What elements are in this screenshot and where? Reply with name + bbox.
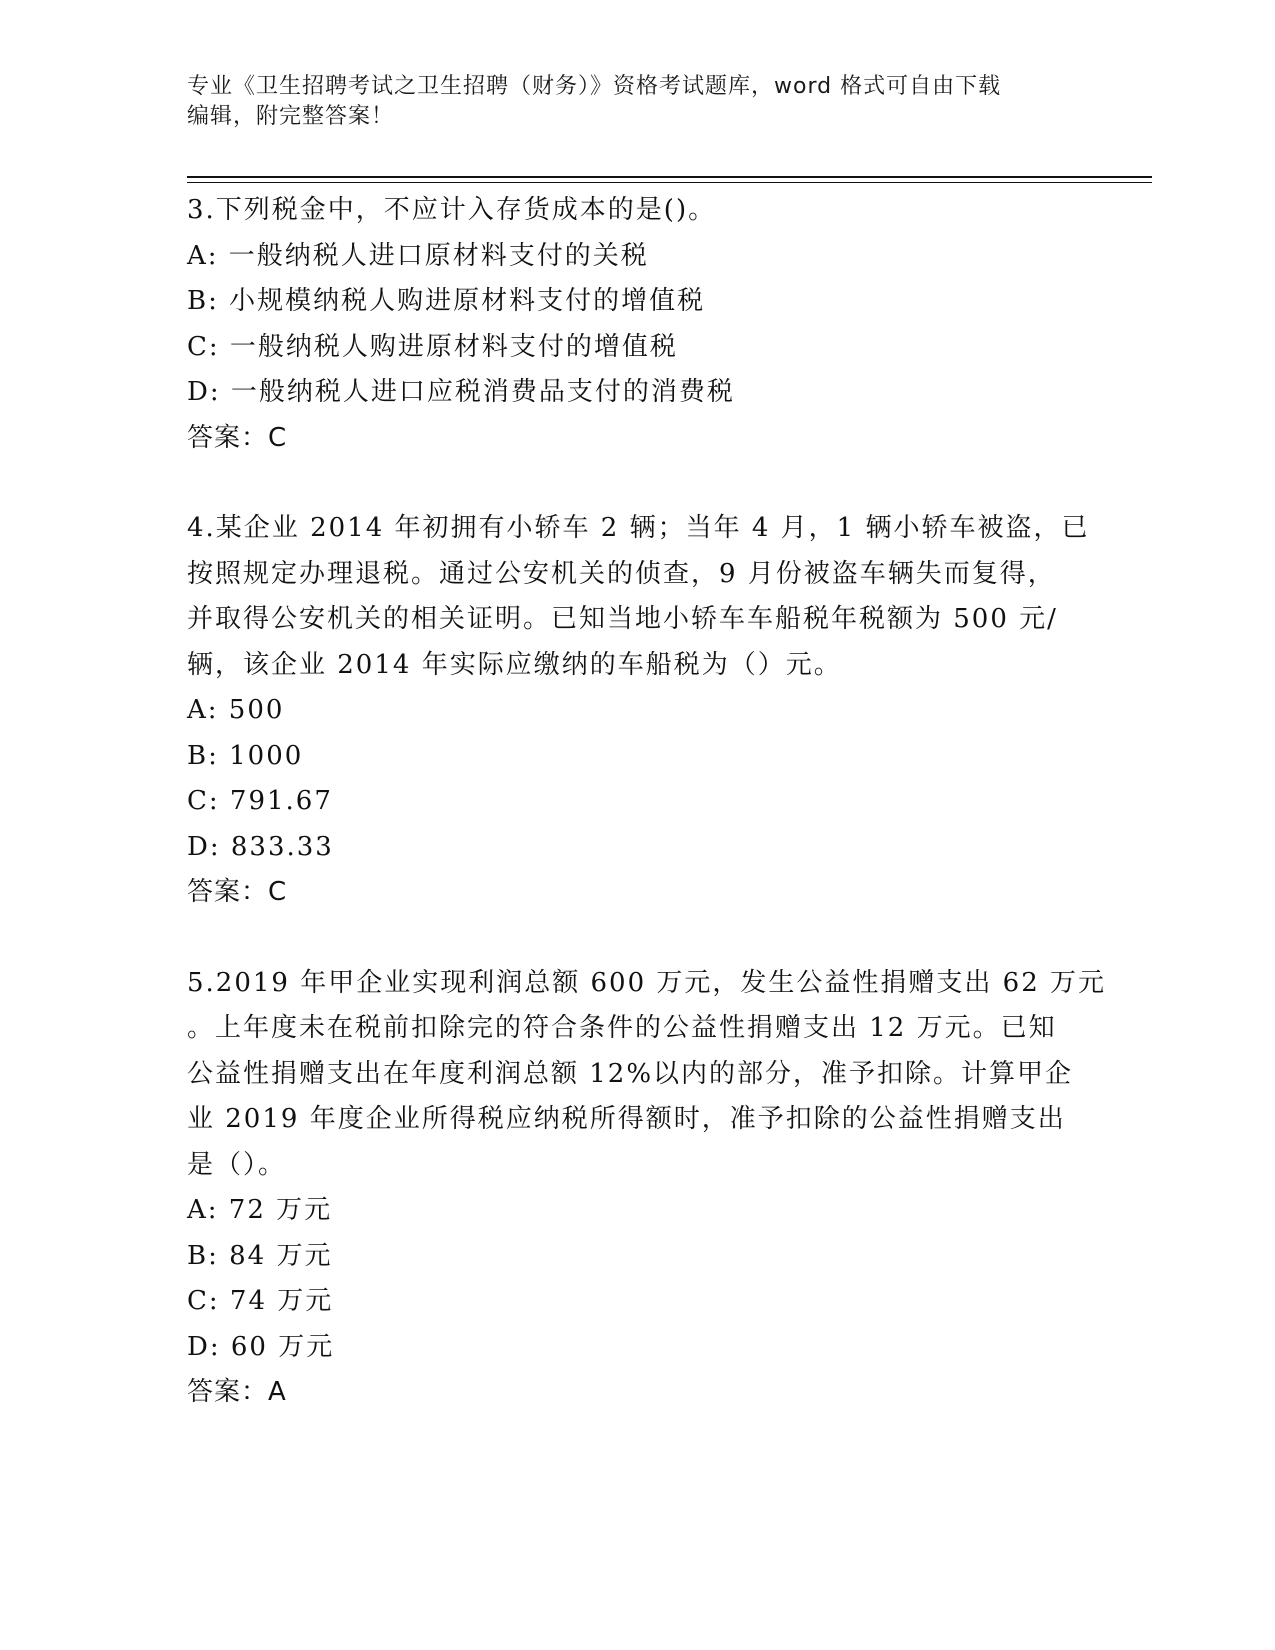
header-divider-thin: [187, 182, 1152, 183]
stem-line: 业 2019 年度企业所得税应纳税所得额时，准予扣除的公益性捐赠支出: [187, 1104, 1066, 1134]
option-c: C: 一般纳税人购进原材料支付的增值税: [187, 331, 678, 362]
option-a: A: 500: [187, 695, 285, 725]
spacer: [187, 916, 1087, 961]
stem-line: 并取得公安机关的相关证明。已知当地小轿车车船税年税额为 500 元/: [187, 604, 1058, 634]
option-a: A: 72 万元: [187, 1195, 333, 1225]
stem-line: 公益性捐赠支出在年度利润总额 12%以内的部分，准予扣除。计算甲企: [187, 1058, 1074, 1089]
question-stem: [187, 506, 1090, 688]
option-b: B: 小规模纳税人购进原材料支付的增值税: [187, 286, 706, 316]
answer-label: 答案：C: [187, 877, 288, 907]
header-divider-thick: [187, 176, 1152, 178]
answer-label: 答案：A: [187, 1377, 287, 1407]
answer-label: 答案：C: [187, 422, 288, 453]
stem-line: 5.2019 年甲企业实现利润总额 600 万元，发生公益性捐赠支出 62 万元: [187, 967, 1107, 998]
stem-line: 3.下列税金中，不应计入存货成本的是()。: [187, 195, 717, 225]
option-c: C: 74 万元: [187, 1286, 334, 1316]
option-b: B: 84 万元: [187, 1240, 333, 1271]
option-d: D: 一般纳税人进口应税消费品支付的消费税: [187, 377, 735, 407]
option-c: C: 791.67: [187, 786, 333, 816]
stem-line: 辆，该企业 2014 年实际应缴纳的车船税为（）元。: [187, 649, 842, 680]
stem-line: 按照规定办理退税。通过公安机关的侦查，9 月份被盗车辆失而复得，: [187, 558, 1056, 589]
question-list: [187, 188, 1107, 1416]
question-stem: [187, 961, 1107, 1189]
header-line-1: 专业《卫生招聘考试之卫生招聘（财务）》资格考试题库，word 格式可自由下载: [187, 74, 1002, 99]
option-d: D: 833.33: [187, 831, 334, 862]
question-stem: [187, 188, 1087, 234]
header-line-2: 编辑，附完整答案！: [187, 104, 395, 129]
document-header: [187, 72, 1087, 132]
stem-line: 是（）。: [187, 1149, 287, 1180]
question-3: [187, 188, 1087, 461]
option-b: B: 1000: [187, 740, 304, 771]
question-5: [187, 961, 1107, 1416]
question-4: [187, 506, 1090, 916]
stem-line: 4.某企业 2014 年初拥有小轿车 2 辆；当年 4 月，1 辆小轿车被盗，已: [187, 513, 1090, 543]
option-d: D: 60 万元: [187, 1331, 335, 1362]
stem-line: 。上年度未在税前扣除完的符合条件的公益性捐赠支出 12 万元。已知: [187, 1013, 1057, 1043]
spacer: [187, 461, 1087, 506]
option-a: A: 一般纳税人进口原材料支付的关税: [187, 240, 649, 271]
